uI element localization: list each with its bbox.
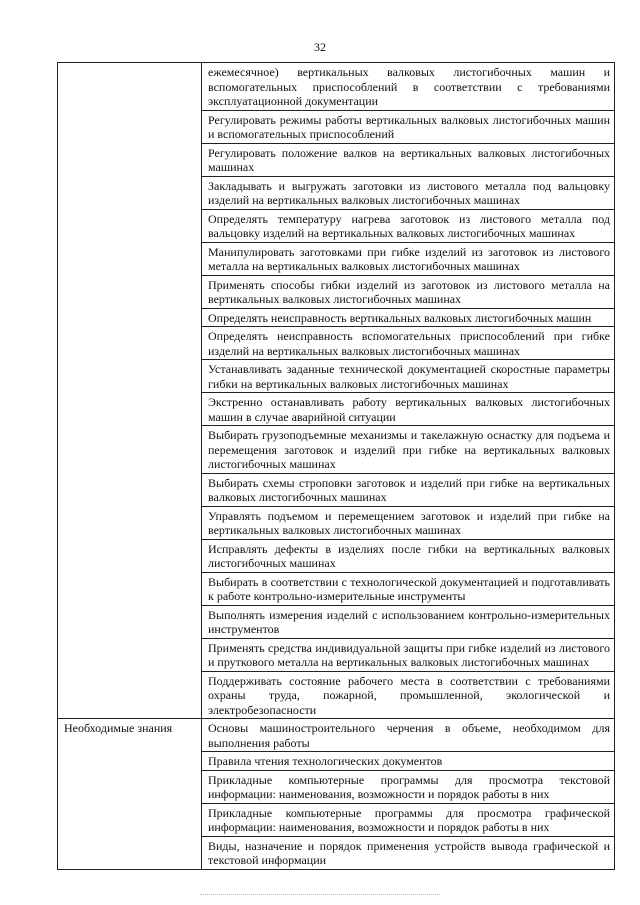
requirement-item-cell: Выбирать грузоподъемные механизмы и такелажную оснастку для подъема и перемещения заготовок и изделий при гибке на вертикальных валковых листогибочных машинах	[202, 426, 615, 474]
requirement-item-cell: Виды, назначение и порядок применения устройств вывода графической и текстовой информации	[202, 836, 615, 869]
requirement-item-cell: Применять средства индивидуальной защиты при гибке изделий из листового и пруткового металла на вертикальных валковых листогибочных машинах	[202, 638, 615, 671]
requirements-table-body	[58, 63, 615, 870]
requirement-item-cell: Поддерживать состояние рабочего места в соответствии с требованиями охраны труда, пожарной, промышленной, экологической и электробезопасности	[202, 671, 615, 719]
requirement-item-cell: Выбирать в соответствии с технологической документацией и подготавливать к работе контрольно-измерительные инструменты	[202, 572, 615, 605]
table-row	[58, 63, 615, 111]
requirement-item-cell: Правила чтения технологических документов	[202, 752, 615, 771]
requirement-item-cell: Закладывать и выгружать заготовки из листового металла под вальцовку изделий на вертикальных валковых листогибочных машинах	[202, 176, 615, 209]
requirement-item-cell: Прикладные компьютерные программы для просмотра графической информации: наименования, возможности и порядок работы в них	[202, 803, 615, 836]
section-label-cell: Необходимые знания	[58, 719, 202, 870]
requirement-item-cell: Управлять подъемом и перемещением заготовок и изделий при гибке на вертикальных валковых листогибочных машинах	[202, 506, 615, 539]
requirement-item-cell: ежемесячное) вертикальных валковых листогибочных машин и вспомогательных приспособлений в соответствии с требованиями эксплуатационной документации	[202, 63, 615, 111]
section-label-cell	[58, 63, 202, 719]
scan-edge-mark	[200, 894, 440, 895]
requirement-item-cell: Устанавливать заданные технической документацией скоростные параметры гибки на вертикальных валковых листогибочных машинах	[202, 360, 615, 393]
requirement-item-cell: Прикладные компьютерные программы для просмотра текстовой информации: наименования, возможности и порядок работы в них	[202, 770, 615, 803]
requirement-item-cell: Регулировать режимы работы вертикальных валковых листогибочных машин и вспомогательных приспособлений	[202, 110, 615, 143]
requirement-item-cell: Выполнять измерения изделий с использованием контрольно-измерительных инструментов	[202, 605, 615, 638]
requirement-item-cell: Экстренно останавливать работу вертикальных валковых листогибочных машин в случае аварийной ситуации	[202, 393, 615, 426]
requirements-table	[57, 62, 615, 870]
table-row	[58, 719, 615, 752]
requirement-item-cell: Исправлять дефекты в изделиях после гибки на вертикальных валковых листогибочных машинах	[202, 539, 615, 572]
requirement-item-cell: Определять неисправность вспомогательных приспособлений при гибке изделий на вертикальных валковых листогибочных машинах	[202, 327, 615, 360]
requirement-item-cell: Определять температуру нагрева заготовок из листового металла под вальцовку изделий на вертикальных валковых листогибочных машинах	[202, 209, 615, 242]
requirement-item-cell: Основы машиностроительного черчения в объеме, необходимом для выполнения работы	[202, 719, 615, 752]
requirement-item-cell: Определять неисправность вертикальных валковых листогибочных машин	[202, 308, 615, 327]
page-number: 32	[314, 40, 326, 54]
requirement-item-cell: Выбирать схемы строповки заготовок и изделий при гибке на вертикальных валковых листогибочных машинах	[202, 473, 615, 506]
requirement-item-cell: Регулировать положение валков на вертикальных валковых листогибочных машинах	[202, 143, 615, 176]
requirement-item-cell: Манипулировать заготовками при гибке изделий из заготовок из листового металла на вертикальных валковых листогибочных машинах	[202, 242, 615, 275]
requirement-item-cell: Применять способы гибки изделий из заготовок из листового металла на вертикальных валковых листогибочных машинах	[202, 275, 615, 308]
